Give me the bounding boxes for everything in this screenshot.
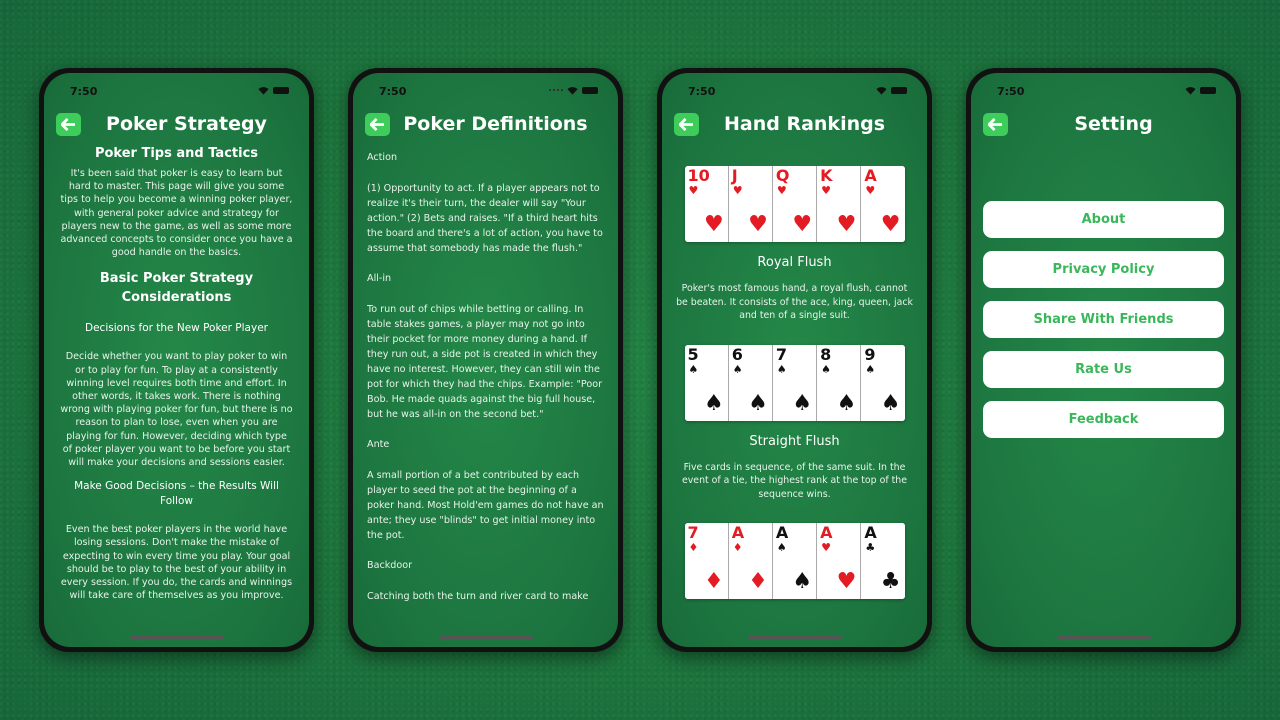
- card-suit-icon: ♦: [703, 569, 724, 594]
- signal-dots-icon: [549, 89, 563, 92]
- settings-list: [983, 201, 1224, 451]
- playing-card: [861, 523, 904, 599]
- playing-card: [685, 345, 729, 421]
- phone-strategy: [39, 68, 314, 652]
- hand-royal-flush: [672, 166, 917, 323]
- page-title: Hand Rankings: [723, 113, 886, 135]
- card-row: [685, 166, 905, 242]
- card-suit-icon: ♣: [880, 569, 901, 594]
- card-suit-icon: ♠: [865, 362, 876, 376]
- card-rank: Q: [775, 166, 790, 185]
- card-suit-icon: ♥: [776, 184, 787, 197]
- rankings-content[interactable]: [672, 166, 917, 623]
- rate-us-button[interactable]: Rate Us: [983, 351, 1224, 388]
- heading-good-decisions: Make Good Decisions – the Results Will Follow: [74, 480, 279, 508]
- card-rank: A: [775, 523, 789, 542]
- page-title: Setting: [1074, 113, 1153, 135]
- card-rank: K: [820, 166, 833, 185]
- playing-card: [817, 166, 861, 242]
- card-rank: 8: [820, 344, 832, 364]
- card-suit-icon: ♠: [792, 390, 813, 416]
- playing-card: [729, 523, 773, 599]
- card-suit-icon: ♦: [732, 541, 743, 554]
- header: [353, 111, 618, 139]
- home-indicator[interactable]: [748, 636, 842, 639]
- card-rank: 5: [687, 344, 699, 364]
- status-bar: [44, 81, 309, 101]
- card-suit-icon: ♥: [703, 212, 724, 237]
- battery-icon: [891, 87, 907, 94]
- playing-card: [729, 345, 773, 421]
- card-rank: 6: [731, 344, 743, 364]
- hand-name: Straight Flush: [749, 433, 840, 449]
- card-suit-icon: ♠: [732, 362, 743, 376]
- card-suit-icon: ♦: [748, 569, 768, 594]
- card-suit-icon: ♠: [703, 390, 724, 416]
- screen-definitions: [353, 73, 618, 647]
- card-suit-icon: ♥: [836, 212, 857, 237]
- feedback-button[interactable]: Feedback: [983, 401, 1224, 438]
- card-suit-icon: ♥: [792, 212, 813, 237]
- paragraph-good-decisions: Even the best poker players in the world have losing sessions. Don't make the mistake of expecting to win every time you play. Your goal should be to play to the best of your ability in every session. If you do, the cards and winnings will take care of themselves as you improve.: [60, 524, 293, 602]
- card-rank: A: [731, 523, 745, 542]
- status-time: 7:50: [379, 85, 407, 98]
- status-bar: [971, 81, 1236, 101]
- header: [662, 111, 927, 139]
- playing-card: [685, 523, 729, 599]
- screen-rankings: [662, 73, 927, 647]
- heading-decisions: Decisions for the New Poker Player: [85, 322, 268, 335]
- home-indicator[interactable]: [130, 636, 224, 639]
- def-action: (1) Opportunity to act. If a player appears not to realize it's their turn, the dealer will say "Your action." (2) Bets and raises. "If a third heart hits the board and there's a lot of action, you have to assume that somebody has made the flush.": [367, 183, 603, 254]
- heading-tips: Poker Tips and Tactics: [94, 147, 259, 161]
- home-indicator[interactable]: [439, 636, 533, 639]
- screen-strategy: [44, 73, 309, 647]
- card-suit-icon: ♠: [880, 390, 901, 416]
- header: [44, 111, 309, 139]
- status-time: 7:50: [70, 85, 98, 98]
- strategy-content[interactable]: [60, 147, 293, 623]
- status-bar: [662, 81, 927, 101]
- playing-card: [685, 166, 729, 242]
- term-action: Action: [367, 152, 398, 163]
- card-suit-icon: ♠: [836, 390, 857, 416]
- playing-card: [773, 345, 817, 421]
- card-rank: 10: [687, 166, 710, 185]
- header: [971, 111, 1236, 139]
- card-rank: 7: [687, 523, 699, 542]
- phone-settings: [966, 68, 1241, 652]
- playing-card: [817, 345, 861, 421]
- status-time: 7:50: [997, 85, 1025, 98]
- term-backdoor: Backdoor: [367, 560, 413, 571]
- definitions-content[interactable]: [367, 151, 604, 623]
- status-bar: [353, 81, 618, 101]
- playing-card: [773, 523, 817, 599]
- card-suit-icon: ♠: [748, 390, 768, 416]
- card-suit-icon: ♦: [688, 541, 699, 554]
- status-icons: [1185, 86, 1216, 95]
- card-row: [685, 523, 905, 599]
- status-icons: [549, 86, 598, 95]
- playing-card: [861, 345, 904, 421]
- wifi-icon: [1185, 86, 1196, 95]
- status-icons: [258, 86, 289, 95]
- playing-card: [861, 166, 904, 242]
- wifi-icon: [258, 86, 269, 95]
- card-rank: 7: [775, 344, 788, 364]
- hand-description: Five cards in sequence, of the same suit. In the event of a tie, the highest rank at the top of the sequence wins.: [681, 461, 907, 500]
- card-suit-icon: ♥: [865, 184, 876, 197]
- privacy-policy-button[interactable]: Privacy Policy: [983, 251, 1224, 288]
- share-with-friends-button[interactable]: Share With Friends: [983, 301, 1224, 338]
- card-suit-icon: ♠: [776, 362, 787, 376]
- playing-card: [817, 523, 861, 599]
- def-backdoor: Catching both the turn and river card to make: [367, 591, 589, 602]
- home-indicator[interactable]: [1057, 636, 1151, 639]
- wifi-icon: [876, 86, 887, 95]
- card-suit-icon: ♥: [836, 569, 857, 594]
- paragraph-intro: It's been said that poker is easy to learn but hard to master. This page will give you some tips to help you become a winning poker player, with general poker advice and strategy for players new to the game, as well as some more advanced concepts to consider once you have a good handle on the basics.: [60, 168, 293, 259]
- page-title: Poker Strategy: [106, 113, 267, 135]
- hand-name: Royal Flush: [757, 255, 832, 270]
- card-suit-icon: ♥: [688, 184, 699, 197]
- phone-rankings: [657, 68, 932, 652]
- hand-four-of-a-kind: [672, 523, 917, 599]
- card-suit-icon: ♣: [865, 541, 876, 554]
- paragraph-decisions: Decide whether you want to play poker to win or to play for fun. To play at a consistently winning level requires both time and effort. In other words, it takes work. There is nothing wrong with playing poker for fun, but there is no reason to plan to lose, even when you are playing for fun. However, deciding which type of poker player you want to be before you start will make your decisions and sessions easier.: [60, 351, 293, 469]
- battery-icon: [273, 87, 289, 94]
- card-suit-icon: ♥: [732, 184, 743, 197]
- def-ante: A small portion of a bet contributed by each player to seed the pot at the beginning of a poker hand. Most Hold'em games do not have an ante; they use "blinds" to get initial money into the pot.: [367, 470, 604, 541]
- hand-description: Poker's most famous hand, a royal flush, cannot be beaten. It consists of the ace, king, queen, jack and ten of a single suit.: [676, 283, 913, 321]
- battery-icon: [582, 87, 598, 94]
- card-suit-icon: ♥: [821, 184, 831, 197]
- heading-basic: Basic Poker Strategy Considerations: [99, 271, 254, 306]
- card-suit-icon: ♠: [821, 362, 831, 376]
- card-suit-icon: ♥: [821, 541, 831, 554]
- card-rank: J: [731, 166, 738, 185]
- card-rank: A: [820, 523, 833, 542]
- wifi-icon: [567, 86, 578, 95]
- playing-card: [729, 166, 773, 242]
- playing-card: [773, 166, 817, 242]
- status-time: 7:50: [688, 85, 716, 98]
- battery-icon: [1200, 87, 1216, 94]
- status-icons: [876, 86, 907, 95]
- card-row: [685, 345, 905, 421]
- card-rank: A: [864, 523, 877, 542]
- def-all-in: To run out of chips while betting or calling. In table stakes games, a player may not go into their pocket for more money during a hand. If they run out, a side pot is created in which they have no interest. However, they can still win the pot for which they had the chips. Example: "Poor Bob. He made quads against the big full house, but he was all-in on the second bet.": [367, 304, 603, 420]
- term-ante: Ante: [367, 439, 390, 450]
- term-all-in: All-in: [367, 273, 392, 284]
- page-title: Poker Definitions: [403, 113, 588, 135]
- card-suit-icon: ♠: [776, 541, 787, 554]
- card-suit-icon: ♠: [688, 362, 699, 376]
- card-rank: 9: [864, 344, 876, 364]
- card-suit-icon: ♥: [880, 212, 901, 237]
- card-rank: A: [864, 166, 877, 185]
- card-suit-icon: ♥: [748, 212, 768, 237]
- screen-settings: [971, 73, 1236, 647]
- phone-definitions: [348, 68, 623, 652]
- hand-straight-flush: [672, 345, 917, 502]
- about-button[interactable]: About: [983, 201, 1224, 238]
- card-suit-icon: ♠: [792, 569, 813, 594]
